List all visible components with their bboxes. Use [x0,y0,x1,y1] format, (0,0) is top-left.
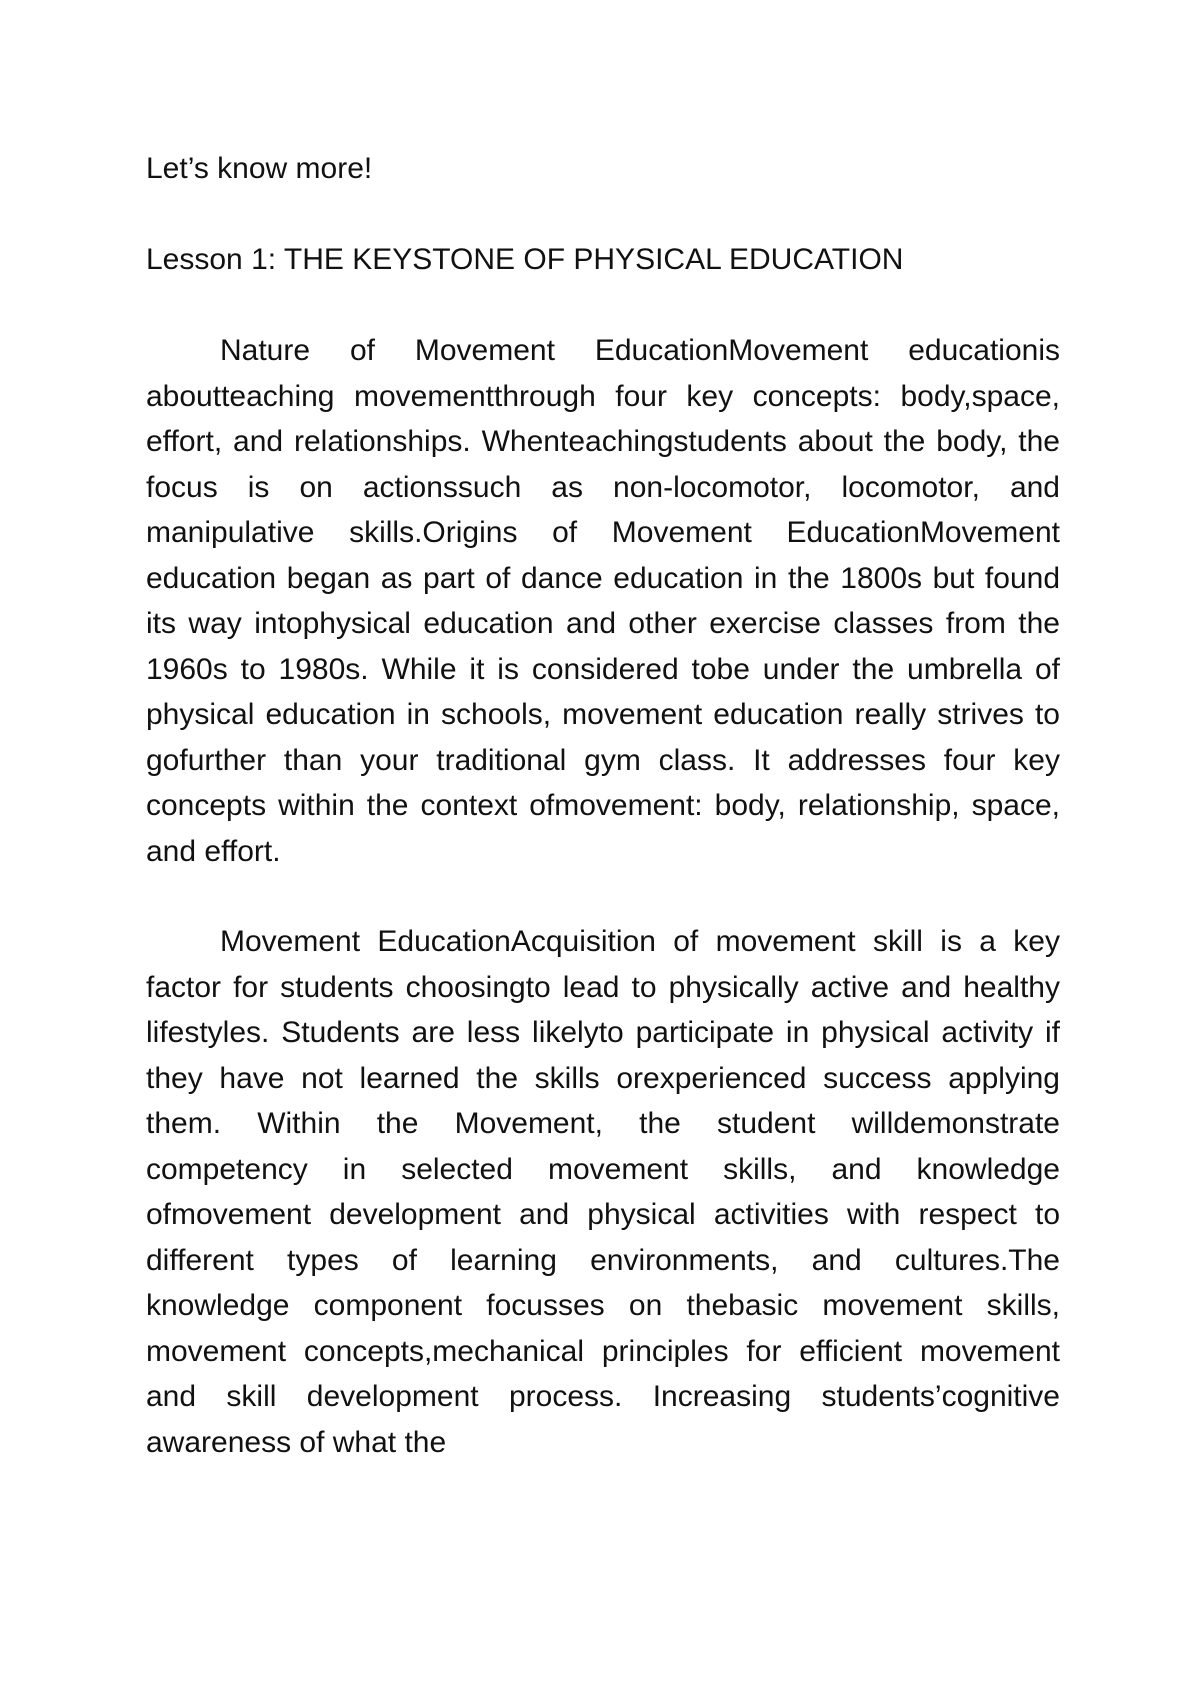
paragraph-movement-education: Movement EducationAcquisition of movement skill is a key factor for students choosingto lead to physically active and healthy lifestyles. Students are less likelyto participate in physical activity if they have not learned the skills orexperienced success applying them. Within the Movement, the student willdemonstrate competency in selected movement skills, and knowledge ofmovement development and physical activities with respect to different types of learning environments, and cultures.The knowledge component focusses on thebasic movement skills, movement concepts,mechanical principles for efficient movement and skill development process. Increasing students’cognitive awareness of what the [146,925,1060,1459]
greeting-heading: Let’s know more! [146,152,373,185]
lesson-title: Lesson 1: THE KEYSTONE OF PHYSICAL EDUCATION [146,242,904,276]
paragraph-nature-of-movement-education: Nature of Movement EducationMovement educationis aboutteaching movementthrough four key concepts: body,space, effort, and relationships. Whenteachingstudents about the body, the focus is on actionssuch as non-locomotor, locomotor, and manipulative skills.Origins of Movement EducationMovement education began as part of dance education in the 1800s but found its way intophysical education and other exercise classes from the 1960s to 1980s. While it is considered tobe under the umbrella of physical education in schools, movement education really strives to gofurther than your traditional gym class. It addresses four key concepts within the context ofmovement: body, relationship, space, and effort. [146,334,1060,868]
document-body [146,146,1060,1465]
